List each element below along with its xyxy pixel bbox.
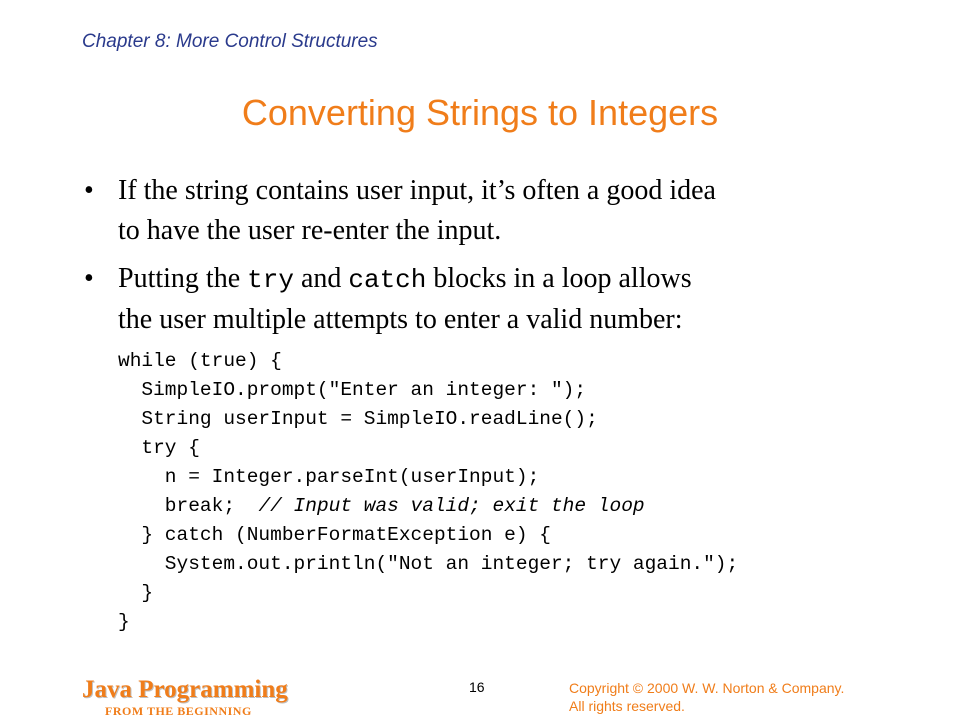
bullet-dot: • <box>84 263 94 294</box>
bullet-1-line-1: If the string contains user input, it’s often a good idea <box>118 175 716 206</box>
bullet-1-text <box>118 171 888 251</box>
code-line <box>118 463 738 492</box>
slide-title: Converting Strings to Integers <box>241 92 719 133</box>
copyright <box>569 679 844 715</box>
chapter-header: Chapter 8: More Control Structures <box>82 31 378 52</box>
code-block <box>118 347 738 637</box>
code-line <box>118 521 738 550</box>
keyword-try: try <box>247 265 294 295</box>
code-comment: // Input was valid; exit the loop <box>258 495 645 517</box>
code-line <box>118 492 738 521</box>
code-line <box>118 434 738 463</box>
code-text: break; <box>118 495 259 517</box>
code-text: } <box>118 582 154 604</box>
code-text: System.out.println("Not an integer; try again."); <box>118 553 739 575</box>
code-text: try { <box>118 437 200 459</box>
code-line <box>118 579 738 608</box>
code-line <box>118 550 738 579</box>
bullet-1-line-2: to have the user re-enter the input. <box>118 215 502 246</box>
bullet-2-text <box>118 259 888 340</box>
code-line <box>118 405 738 434</box>
footer-logo: Java Programming <box>82 676 288 703</box>
copyright-line-2: All rights reserved. <box>569 698 685 714</box>
code-text: while (true) { <box>118 350 282 372</box>
bullet-2-pre: Putting the <box>118 263 248 294</box>
bullet-dot: • <box>84 175 94 206</box>
page-number: 16 <box>469 679 485 695</box>
code-text: n = Integer.parseInt(userInput); <box>118 466 540 488</box>
code-line <box>118 608 738 637</box>
copyright-line-1: Copyright © 2000 W. W. Norton & Company. <box>569 680 845 696</box>
bullet-2-mid: and <box>293 263 349 294</box>
footer-logo-subtitle: FROM THE BEGINNING <box>105 704 252 718</box>
keyword-catch: catch <box>348 265 427 295</box>
code-line <box>118 347 738 376</box>
code-text: } <box>118 611 130 633</box>
code-text: String userInput = SimpleIO.readLine(); <box>118 408 598 430</box>
bullet-2-line-2: the user multiple attempts to enter a valid number: <box>118 304 683 335</box>
code-line <box>118 376 738 405</box>
code-text: SimpleIO.prompt("Enter an integer: "); <box>118 379 587 401</box>
bullet-2-post: blocks in a loop allows <box>426 263 692 294</box>
code-text: } catch (NumberFormatException e) { <box>118 524 551 546</box>
